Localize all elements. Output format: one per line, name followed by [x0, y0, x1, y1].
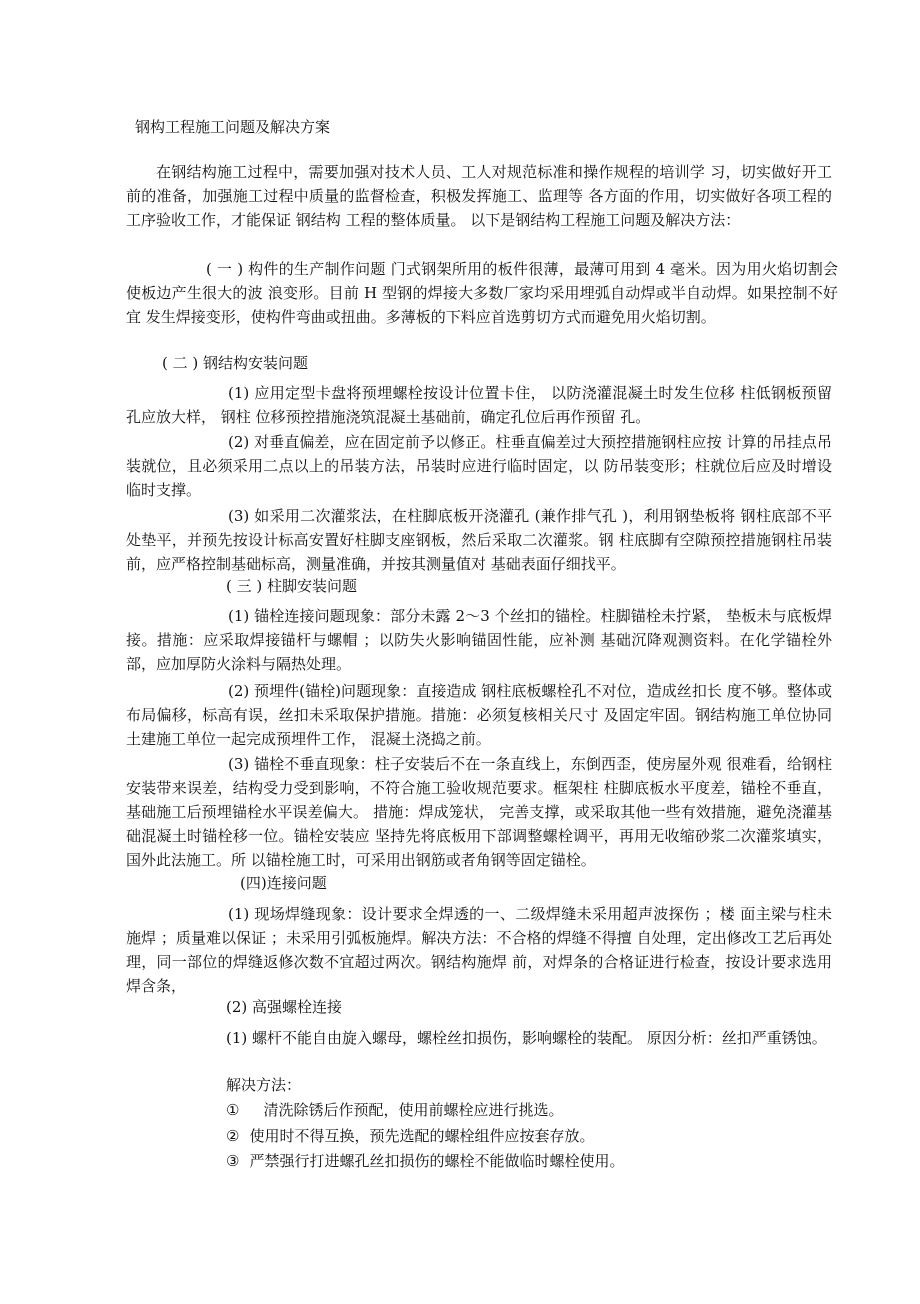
solution-label: 解决方法：	[226, 1076, 302, 1094]
solution-item-3-text: 严禁强行打进螺孔丝扣损伤的螺栓不能做临时螺栓使用。	[249, 1152, 625, 1170]
section-four-heading: (四)连接问题	[240, 874, 327, 892]
section-two-heading: ( 二 ) 钢结构安装问题	[162, 354, 309, 372]
solution-item-3-mark: ③	[226, 1152, 240, 1170]
intro-paragraph: 在钢结构施工过程中，需要加强对技术人员、工人对规范标准和操作规程的培训学 习，切实做好开工前的准备，加强施工过程中质量的监督检查，积极发挥施工、监理等 各方面的作用，切实做好各项工程的工序验收工作，才能保证 钢结构 工程的整体质量。 以下是钢结构工程施工问题及解决方法：	[126, 163, 832, 229]
section-three-heading: ( 三 ) 柱脚安装问题	[226, 577, 358, 595]
bolt-connection-heading: (2) 高强螺栓连接	[226, 998, 343, 1016]
section-four-item-1: (1) 现场焊缝现象：设计要求全焊透的一、二级焊缝未采用超声波探伤 ；楼 面主梁与柱未施焊 ；质量难以保证 ；未采用引弧板施焊。解决方法：不合格的焊缝不得擅 自处理，定出修改工艺后再处理，同一部位的焊缝返修次数不宜超过两次。钢结构施焊 前，对焊条的合格证进行检查，按设计要求选用焊含条，	[126, 905, 832, 995]
bolt-issue-paragraph: (1) 螺杆不能自由旋入螺母，螺栓丝扣损伤，影响螺栓的装配。 原因分析：丝扣严重锈蚀。	[226, 1029, 827, 1047]
section-two-item-3: (3) 如采用二次灌浆法，在柱脚底板开浇灌孔 (兼作排气孔 )，利用钢垫板将 钢柱底部不平处垫平，并预先按设计标高安置好柱脚支座钢板，然后采取二次灌浆。钢 柱底脚有空隙预控措施钢柱吊装前，应严格控制基础标高，测量准确，并按其测量值对 基础表面仔细找平。	[126, 507, 832, 573]
solution-item-2-mark: ②	[226, 1127, 240, 1145]
solution-item-1-text: 清洗除锈后作预配，使用前螺栓应进行挑选。	[263, 1101, 564, 1119]
section-two-item-1: (1) 应用定型卡盘将预埋螺栓按设计位置卡住， 以防浇灌混凝土时发生位移 柱低钢板预留孔应放大样， 钢柱 位移预控措施浇筑混凝土基础前，确定孔位后再作预留 孔。	[126, 384, 832, 426]
section-one-paragraph: ( 一 ) 构件的生产制作问题 门式钢架所用的板件很薄，最薄可用到 4 毫米。因为用火焰切割会使板边产生很大的波 浪变形。目前 H 型钢的焊接大多数厂家均采用埋弧自动焊或半自动焊。如果控制不好宜 发生焊接变形，使构件弯曲或扭曲。多薄板的下料应首选剪切方式而避免用火焰切割。	[126, 260, 838, 326]
section-three-item-3: (3) 锚栓不垂直现象：柱子安装后不在一条直线上，东倒西歪，使房屋外观 很难看，给钢柱安装带来误差，结构受力受到影响，不符合施工验收规范要求。框架柱 柱脚底板水平度差，锚栓不垂直， 基础施工后预埋锚栓水平误差偏大。 措施：焊成笼状， 完善支撑，或采取其他一些有效措施，避免浇灌基础混凝土时锚栓移一位。锚栓安装应 坚持先将底板用下部调整螺栓调平，再用无收缩砂浆二次灌浆填实，国外此法施工。所 以锚栓施工时，可采用出钢筋或者角钢等固定锚栓。	[126, 755, 832, 869]
section-three-item-2: (2) 预埋件(锚栓)问题现象：直接造成 钢柱底板螺栓孔不对位，造成丝扣长 度不够。整体或布局偏移，标高有误，丝扣未采取保护措施。措施：必须复核相关尺寸 及固定牢固。钢结构施工单位协同土建施工单位一起完成预埋件工作， 混凝土浇捣之前。	[126, 682, 832, 748]
solution-item-1	[226, 1099, 563, 1121]
solution-item-2	[226, 1125, 594, 1147]
document-title: 钢构工程施工问题及解决方案	[135, 118, 331, 136]
solution-item-1-mark: ①	[226, 1101, 240, 1119]
solution-item-3	[226, 1150, 624, 1172]
section-three-item-1: (1) 锚栓连接问题现象：部分未露 2～3 个丝扣的锚栓。柱脚锚栓未拧紧， 垫板未与底板焊接。措施：应采取焊接锚杆与螺帽 ；以防失火影响锚固性能，应补测 基础沉降观测资料。在化学锚栓外部，应加厚防火涂料与隔热处理。	[126, 607, 832, 673]
section-two-item-2: (2) 对垂直偏差，应在固定前予以修正。柱垂直偏差过大预控措施钢柱应按 计算的吊挂点吊装就位，且必须采用二点以上的吊装方法，吊装时应进行临时固定，以 防吊装变形；柱就位后应及时增设临时支撑。	[126, 433, 832, 499]
solution-item-2-text: 使用时不得互换，预先选配的螺栓组件应按套存放。	[249, 1127, 595, 1145]
